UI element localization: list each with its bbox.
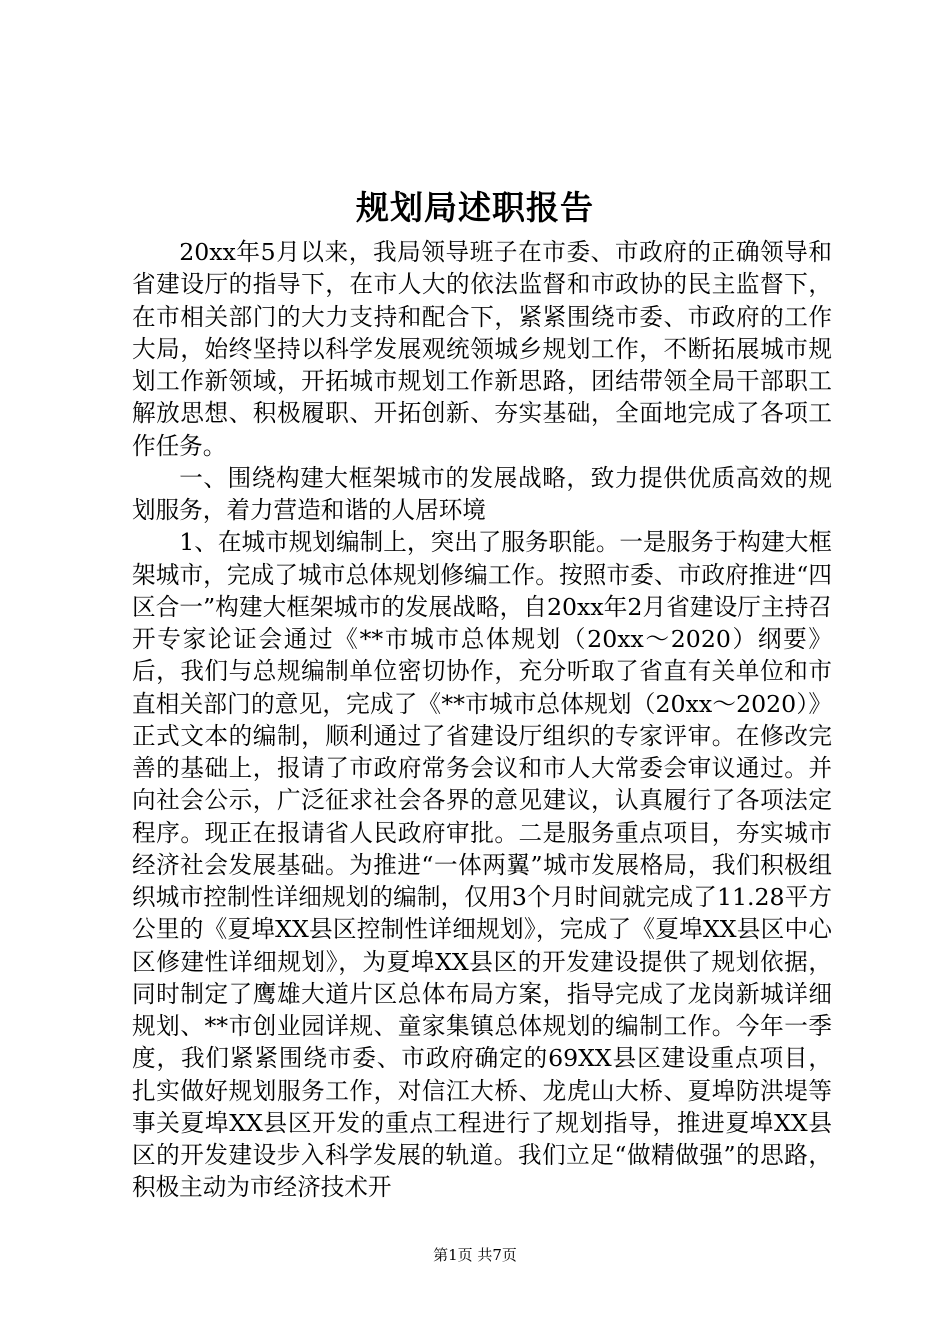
page-number: 第1页 共7页 <box>433 1246 517 1264</box>
document-title: 规划局述职报告 <box>356 188 594 227</box>
paragraph-intro: 20xx年5月以来，我局领导班子在市委、市政府的正确领导和省建设厅的指导下，在市人大的依法监督和市政协的民主监督下，在市相关部门的大力支持和配合下，紧紧围绕市委、市政府的工作大局，始终坚持以科学发展观统领城乡规划工作，不断拓展城市规划工作新领域，开拓城市规划工作新思路，团结带领全局干部职工解放思想、积极履职、开拓创新、夯实基础，全面地完成了各项工作任务。 <box>132 238 832 460</box>
paragraph-section-heading: 一、围绕构建大框架城市的发展战略，致力提供优质高效的规划服务，着力营造和谐的人居环境 <box>132 463 832 524</box>
document-body <box>132 236 832 1204</box>
paragraph-planning-compilation: 1、在城市规划编制上，突出了服务职能。一是服务于构建大框架城市，完成了城市总体规划修编工作。按照市委、市政府推进“四区合一”构建大框架城市的发展战略，自20xx年2月省建设厅主持召开专家论证会通过《**市城市总体规划（20xx～2020）纲要》后，我们与总规编制单位密切协作，充分听取了省直有关单位和市直相关部门的意见，完成了《**市城市总体规划（20xx～2020）》正式文本的编制，顺利通过了省建设厅组织的专家评审。在修改完善的基础上，报请了市政府常务会议和市人大常委会审议通过。并向社会公示，广泛征求社会各界的意见建议，认真履行了各项法定程序。现正在报请省人民政府审批。二是服务重点项目，夯实城市经济社会发展基础。为推进“一体两翼”城市发展格局，我们积极组织城市控制性详细规划的编制，仅用3个月时间就完成了11.28平方公里的《夏埠XX县区控制性详细规划》，完成了《夏埠XX县区中心区修建性详细规划》，为夏埠XX县区的开发建设提供了规划依据，同时制定了鹰雄大道片区总体布局方案，指导完成了龙岗新城详细规划、**市创业园详规、童家集镇总体规划的编制工作。今年一季度，我们紧紧围绕市委、市政府确定的69XX县区建设重点项目，扎实做好规划服务工作，对信江大桥、龙虎山大桥、夏埠防洪堤等事关夏埠XX县区开发的重点工程进行了规划指导，推进夏埠XX县区的开发建设步入科学发展的轨道。我们立足“做精做强”的思路，积极主动为市经济技术开 <box>132 528 832 1202</box>
